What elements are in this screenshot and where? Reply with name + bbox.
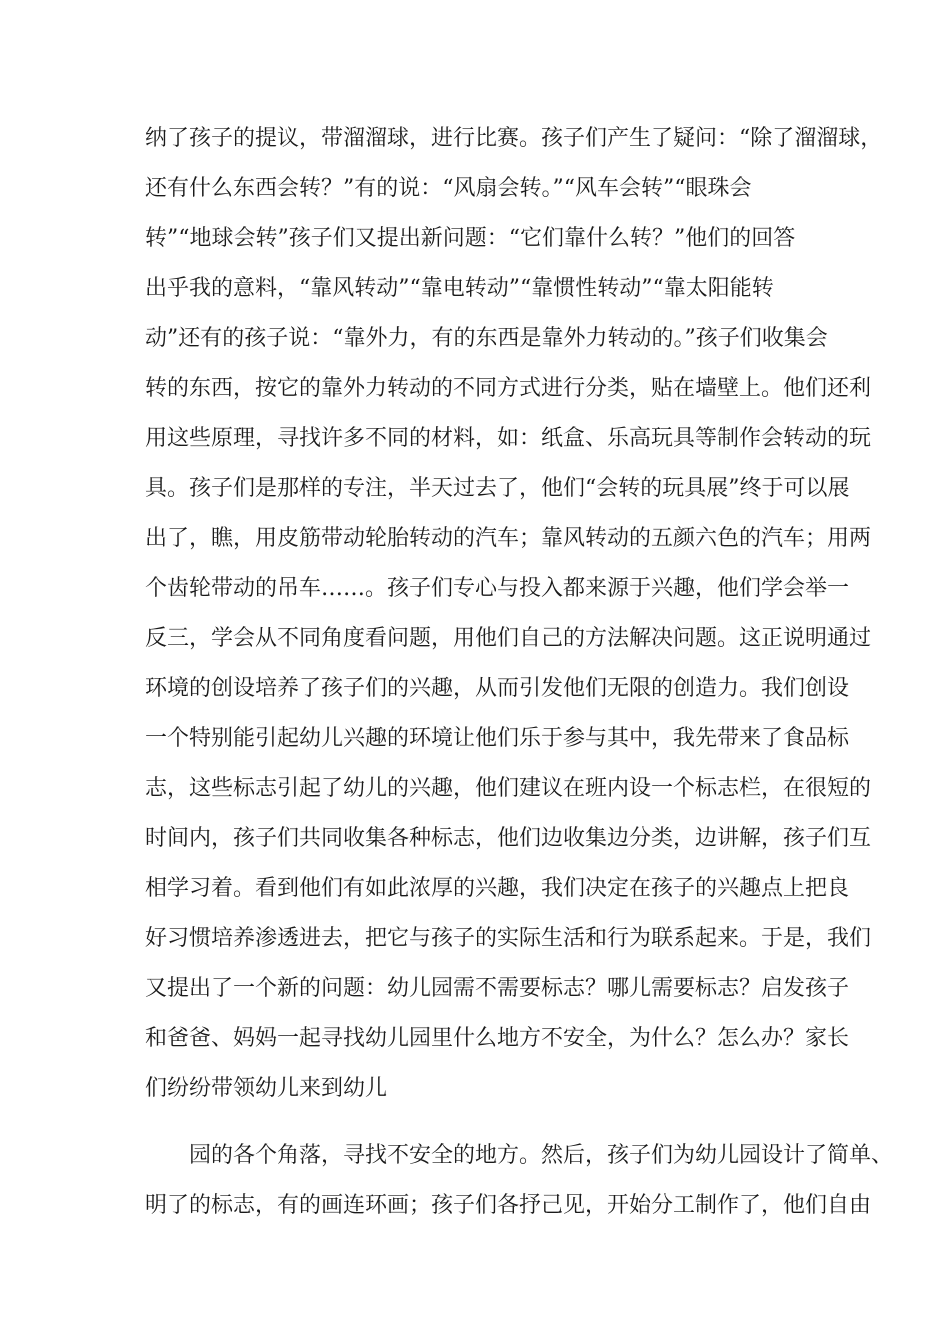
text-line: 出乎我的意料，“靠风转动”“靠电转动”“靠惯性转动”“靠太阳能转 [145,276,774,301]
text-line: 志，这些标志引起了幼儿的兴趣，他们建议在班内设一个标志栏，在很短的 [145,776,872,801]
text-line: 相学习着。看到他们有如此浓厚的兴趣，我们决定在孩子的兴趣点上把良 [145,876,850,901]
text-line: 反三，学会从不同角度看问题，用他们自己的方法解决问题。这正说明通过 [145,626,872,651]
text-line: 环境的创设培养了孩子们的兴趣，从而引发他们无限的创造力。我们创设 [145,676,850,701]
text-line: 一个特别能引起幼儿兴趣的环境让他们乐于参与其中，我先带来了食品标 [145,726,850,751]
text-line: 还有什么东西会转？”有的说：“风扇会转。”“风车会转”“眼珠会 [145,176,752,201]
text-line: 园的各个角落，寻找不安全的地方。然后，孩子们为幼儿园设计了简单、 [189,1143,894,1168]
text-line: 明了的标志，有的画连环画；孩子们各抒己见，开始分工制作了，他们自由 [145,1193,872,1218]
text-line: 好习惯培养渗透进去，把它与孩子的实际生活和行为联系起来。于是，我们 [145,926,872,951]
text-line: 又提出了一个新的问题：幼儿园需不需要标志？哪儿需要标志？启发孩子 [145,976,850,1001]
text-line: 和爸爸、妈妈一起寻找幼儿园里什么地方不安全，为什么？怎么办？家长 [145,1026,850,1051]
text-line: 具。孩子们是那样的专注，半天过去了，他们“会转的玩具展”终于可以展 [145,476,850,501]
text-line: 出了，瞧，用皮筋带动轮胎转动的汽车；靠风转动的五颜六色的汽车；用两 [145,526,872,551]
text-line: 转的东西，按它的靠外力转动的不同方式进行分类，贴在墙壁上。他们还利 [145,376,872,401]
text-line: 转”“地球会转”孩子们又提出新问题：“它们靠什么转？”他们的回答 [145,226,796,251]
text-line: 个齿轮带动的吊车……。孩子们专心与投入都来源于兴趣，他们学会举一 [145,576,850,601]
text-line: 纳了孩子的提议，带溜溜球，进行比赛。孩子们产生了疑问：“除了溜溜球， [145,126,883,151]
text-line: 时间内，孩子们共同收集各种标志，他们边收集边分类，边讲解，孩子们互 [145,826,872,851]
text-line: 用这些原理，寻找许多不同的材料，如：纸盒、乐高玩具等制作会转动的玩 [145,426,872,451]
text-line: 动”还有的孩子说：“靠外力，有的东西是靠外力转动的。”孩子们收集会 [145,326,828,351]
text-line: 们纷纷带领幼儿来到幼儿 [145,1076,388,1101]
